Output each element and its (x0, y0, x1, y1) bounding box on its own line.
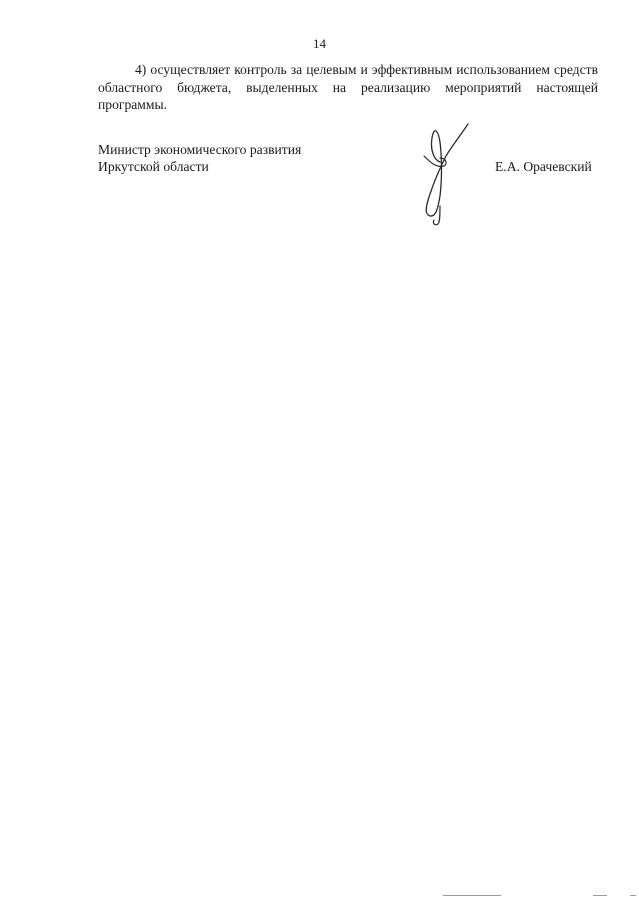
footer-mark (443, 895, 501, 896)
handwritten-signature (410, 118, 480, 228)
position-line-2: Иркутской области (98, 159, 209, 174)
footer-mark (593, 895, 607, 896)
position-line-1: Министр экономического развития (98, 142, 302, 157)
signer-name: Е.А. Орачевский (495, 159, 592, 174)
signatory-position (98, 141, 301, 175)
body-paragraph: 4) осуществляет контроль за целевым и эффективным использованием средств областного бюджета, выделенных на реализацию мероприятий настоящей программы. (98, 62, 598, 112)
footer-mark (630, 895, 636, 896)
page-number: 14 (313, 36, 326, 51)
